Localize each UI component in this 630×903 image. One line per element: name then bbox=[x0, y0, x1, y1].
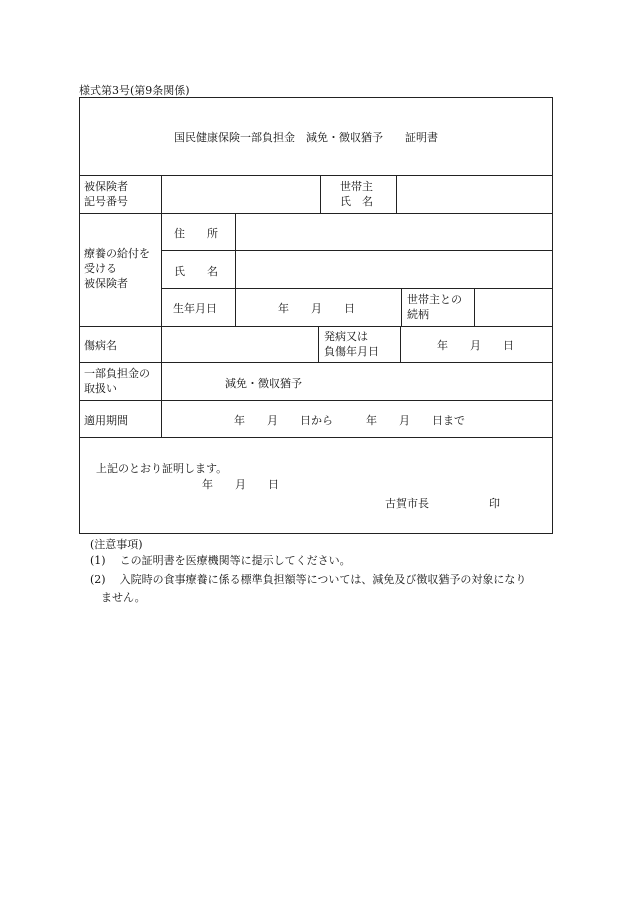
row-divider bbox=[79, 175, 553, 176]
notes-heading: (注意事項) bbox=[90, 538, 143, 551]
copay-handling-label: 一部負担金の 取扱い bbox=[84, 367, 150, 395]
row-divider bbox=[162, 250, 553, 251]
note-number: (1) bbox=[90, 554, 106, 567]
row-divider bbox=[79, 400, 553, 401]
column-divider bbox=[400, 326, 401, 362]
row-divider bbox=[162, 288, 553, 289]
relation-label: 世帯主との 続柄 bbox=[407, 293, 462, 321]
birthdate-label: 生年月日 bbox=[173, 302, 217, 315]
column-divider bbox=[396, 175, 397, 213]
form-number-label: 様式第3号(第9条関係) bbox=[79, 84, 190, 97]
certificate-title: 国民健康保険一部負担金 減免・徴収猶予 証明書 bbox=[174, 131, 438, 144]
birthdate-value: 年 月 日 bbox=[278, 302, 355, 315]
column-divider bbox=[320, 175, 321, 213]
note-text: 入院時の食事療養に係る標準負担額等については、減免及び徴収猶予の対象になり bbox=[119, 573, 527, 586]
column-divider bbox=[235, 213, 236, 326]
column-divider bbox=[161, 175, 162, 437]
application-period-value: 年 月 日から 年 月 日まで bbox=[234, 414, 465, 427]
column-divider bbox=[401, 288, 402, 326]
onset-date-label: 発病又は 負傷年月日 bbox=[324, 330, 379, 358]
certification-statement: 上記のとおり証明します。 bbox=[96, 462, 228, 475]
onset-date-value: 年 月 日 bbox=[437, 339, 514, 352]
seal-mark: 印 bbox=[489, 497, 500, 510]
name-label: 氏 名 bbox=[174, 265, 218, 278]
column-divider bbox=[474, 288, 475, 326]
disease-label: 傷病名 bbox=[84, 339, 117, 352]
column-divider bbox=[318, 326, 319, 362]
householder-name-label: 世帯主 氏 名 bbox=[340, 180, 373, 208]
copay-handling-value: 減免・徴収猶予 bbox=[225, 377, 302, 390]
note-item-2 bbox=[90, 572, 526, 588]
address-label: 住 所 bbox=[174, 227, 218, 240]
note-text: この証明書を医療機関等に提示してください。 bbox=[119, 554, 351, 567]
note-number: (2) bbox=[90, 573, 106, 586]
row-divider bbox=[79, 326, 553, 327]
row-divider bbox=[79, 437, 553, 438]
row-divider bbox=[79, 362, 553, 363]
application-period-label: 適用期間 bbox=[84, 414, 128, 427]
note-item-1 bbox=[90, 553, 351, 569]
note-item-2-continuation: ません。 bbox=[101, 591, 146, 604]
issuer-title: 古賀市長 bbox=[385, 497, 429, 510]
row-divider bbox=[79, 213, 553, 214]
recipient-label: 療養の給付を 受ける 被保険者 bbox=[84, 247, 150, 290]
certification-date: 年 月 日 bbox=[202, 478, 279, 491]
insured-number-label: 被保険者 記号番号 bbox=[84, 180, 128, 208]
